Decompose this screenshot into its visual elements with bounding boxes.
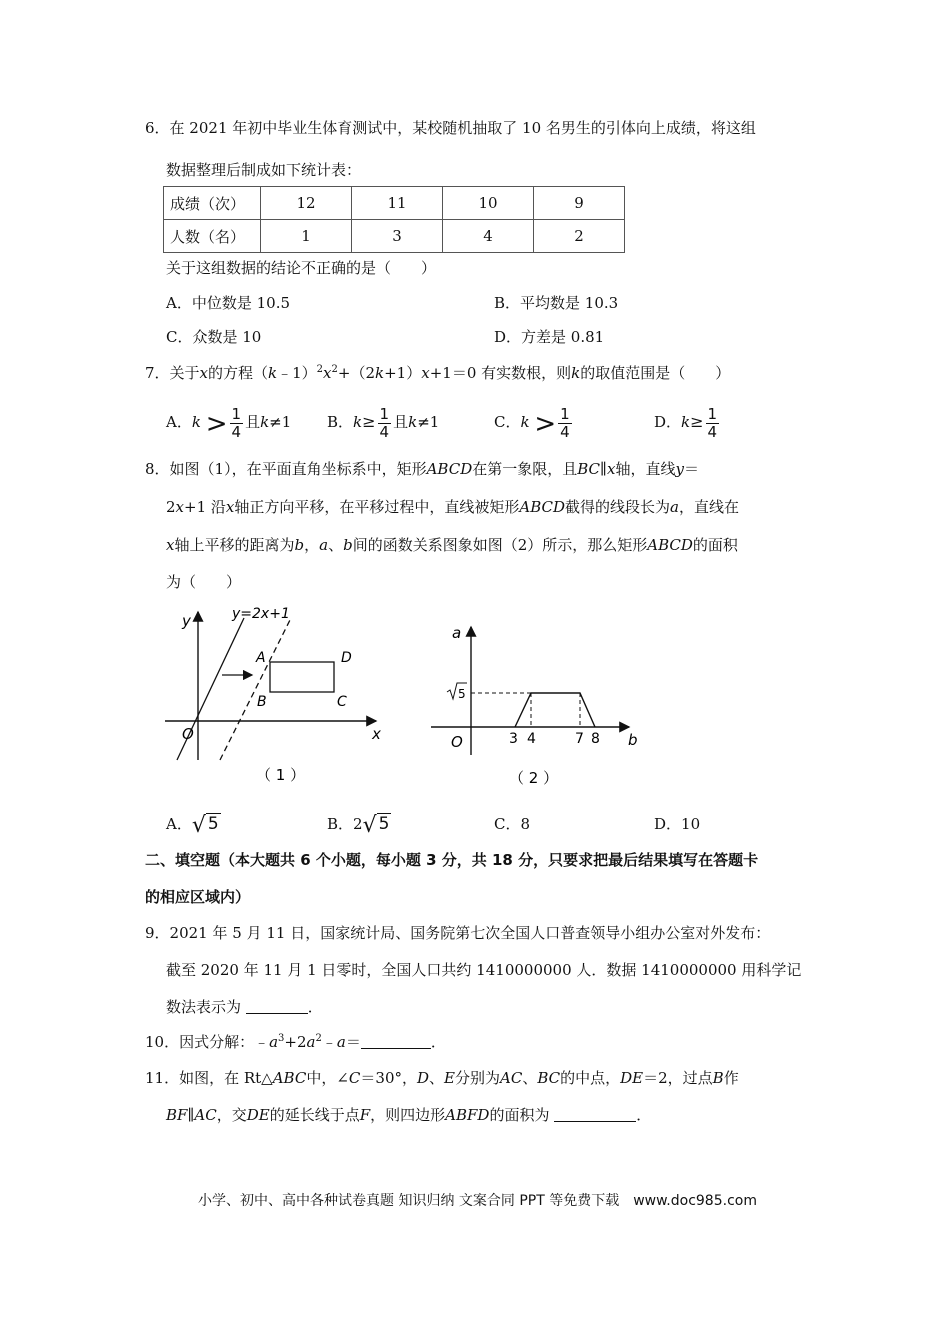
label-y: y bbox=[182, 612, 191, 630]
table-cell: 3 bbox=[352, 220, 443, 253]
q6-option-d: D．方差是 0.81 bbox=[494, 328, 605, 346]
fraction-one-quarter: $\frac{1}{4}$ bbox=[560, 404, 570, 441]
section-2-heading-line1: 二、填空题（本大题共 6 个小题，每小题 3 分，共 18 分，只要求把最后结果填写在答题卡 bbox=[145, 851, 759, 869]
q7-stem: 7．关于x的方程$(k﹣1)^2x^2+(2k+1)x+1=0$ 有实数根，则k的取值范围是（ ） bbox=[145, 364, 731, 382]
q6-option-a: A．中位数是 10.5 bbox=[166, 294, 290, 312]
q8-option-a: A．√ 5 bbox=[166, 813, 219, 838]
table-cell: 4 bbox=[443, 220, 534, 253]
q7-option-c: C．k > $\frac{1}{4}$ bbox=[494, 404, 570, 441]
q6-option-c: C．众数是 10 bbox=[166, 328, 262, 346]
q10-line: 10．因式分解：$﹣a^3+2a^2﹣a=$ ． bbox=[145, 1033, 446, 1051]
table-row bbox=[164, 187, 625, 220]
q7-option-a: A．k > $\frac{1}{4}$ 且k≠1 bbox=[166, 404, 292, 441]
label-eq: y=2x+1 bbox=[232, 606, 290, 622]
q8-line4: 为（ ） bbox=[166, 573, 242, 591]
answer-blank[interactable] bbox=[246, 998, 308, 1014]
q6-line2: 数据整理后制成如下统计表： bbox=[166, 161, 362, 179]
label-x: x bbox=[372, 725, 381, 743]
q6-line1: 6．在 2021 年初中毕业生体育测试中，某校随机抽取了 10 名男生的引体向上成绩，将这组 bbox=[145, 119, 756, 137]
q6-option-b: B．平均数是 10.3 bbox=[494, 294, 619, 312]
q8-line1: 8．如图（1），在平面直角坐标系中，矩形ABCD在第一象限，且BC∥x轴，直线y＝ bbox=[145, 460, 699, 478]
answer-blank[interactable] bbox=[361, 1033, 431, 1049]
graph-a-b bbox=[515, 693, 595, 727]
fraction-one-quarter: $\frac{1}{4}$ bbox=[231, 404, 242, 441]
table-header-score: 成绩（次） bbox=[164, 187, 261, 220]
table-cell: 2 bbox=[534, 220, 625, 253]
q11-line1: 11．如图，在 Rt△ABC中，∠C＝30°，D、E分别为AC、BC的中点，DE＝2，过点B作 bbox=[145, 1069, 739, 1087]
figure-1 bbox=[160, 600, 400, 790]
label-b: B bbox=[257, 694, 267, 710]
table-header-count: 人数（名） bbox=[164, 220, 261, 253]
q8-line3: x轴上平移的距离为b，a、b间的函数关系图象如图（2）所示，那么矩形ABCD的面积 bbox=[166, 536, 738, 554]
tick-7: 7 bbox=[575, 731, 584, 747]
label-o: O bbox=[451, 733, 463, 751]
rectangle-abcd bbox=[270, 662, 334, 692]
label-b: b bbox=[628, 731, 638, 749]
table-cell: 1 bbox=[261, 220, 352, 253]
label-a: A bbox=[256, 650, 266, 666]
caption-1: （ 1 ） bbox=[256, 766, 306, 784]
fraction-one-quarter: $\frac{1}{4}$ bbox=[379, 404, 390, 441]
tick-4: 4 bbox=[527, 731, 536, 747]
table-cell: 10 bbox=[443, 187, 534, 220]
label-a: a bbox=[452, 624, 462, 642]
table-cell: 11 bbox=[352, 187, 443, 220]
label-c: C bbox=[337, 694, 347, 710]
tick-8: 8 bbox=[591, 731, 600, 747]
sqrt-icon: √ 5 bbox=[362, 813, 390, 838]
caption-2: （ 2 ） bbox=[509, 769, 559, 787]
label-d: D bbox=[341, 650, 352, 666]
tick-3: 3 bbox=[509, 731, 518, 747]
q8-option-c: C．8 bbox=[494, 815, 531, 833]
q8-line2: 2x+1 沿x轴正方向平移，在平移过程中，直线被矩形ABCD截得的线段长为a，直线在 bbox=[166, 498, 740, 516]
label-sqrt5: 5 bbox=[458, 687, 466, 701]
score-table bbox=[163, 186, 625, 253]
q9-line3: 数法表示为 ． bbox=[166, 998, 323, 1016]
figure-2 bbox=[425, 615, 655, 795]
q11-line2: BF∥AC，交DE的延长线于点F，则四边形ABFD的面积为 ． bbox=[166, 1106, 652, 1124]
fraction-one-quarter: $\frac{1}{4}$ bbox=[707, 404, 718, 441]
label-o: O bbox=[182, 725, 194, 743]
table-row bbox=[164, 220, 625, 253]
q9-line1: 9．2021 年 5 月 11 日，国家统计局、国务院第七次全国人口普查领导小组办公室对外发布： bbox=[145, 924, 771, 942]
table-cell: 12 bbox=[261, 187, 352, 220]
section-2-heading-line2: 的相应区域内） bbox=[145, 888, 251, 906]
q9-line2: 截至 2020 年 11 月 1 日零时，全国人口共约 1410000000 人．数据 1410000000 用科学记 bbox=[166, 961, 802, 979]
table-cell: 9 bbox=[534, 187, 625, 220]
q7-option-d: D．k≥ $\frac{1}{4}$ bbox=[654, 404, 718, 441]
shifted-line bbox=[220, 620, 290, 760]
footer-text: 小学、初中、高中各种试卷真题 知识归纳 文案合同 PPT 等免费下载 www.doc985.com bbox=[198, 1193, 757, 1209]
q6-question: 关于这组数据的结论不正确的是（ ） bbox=[166, 259, 437, 277]
q7-option-b: B．k≥ $\frac{1}{4}$ 且k≠1 bbox=[327, 404, 440, 441]
answer-blank[interactable] bbox=[554, 1106, 636, 1122]
sqrt-icon: √ 5 bbox=[191, 813, 219, 838]
q8-option-b: B．2√ 5 bbox=[327, 813, 390, 838]
q8-option-d: D．10 bbox=[654, 815, 701, 833]
